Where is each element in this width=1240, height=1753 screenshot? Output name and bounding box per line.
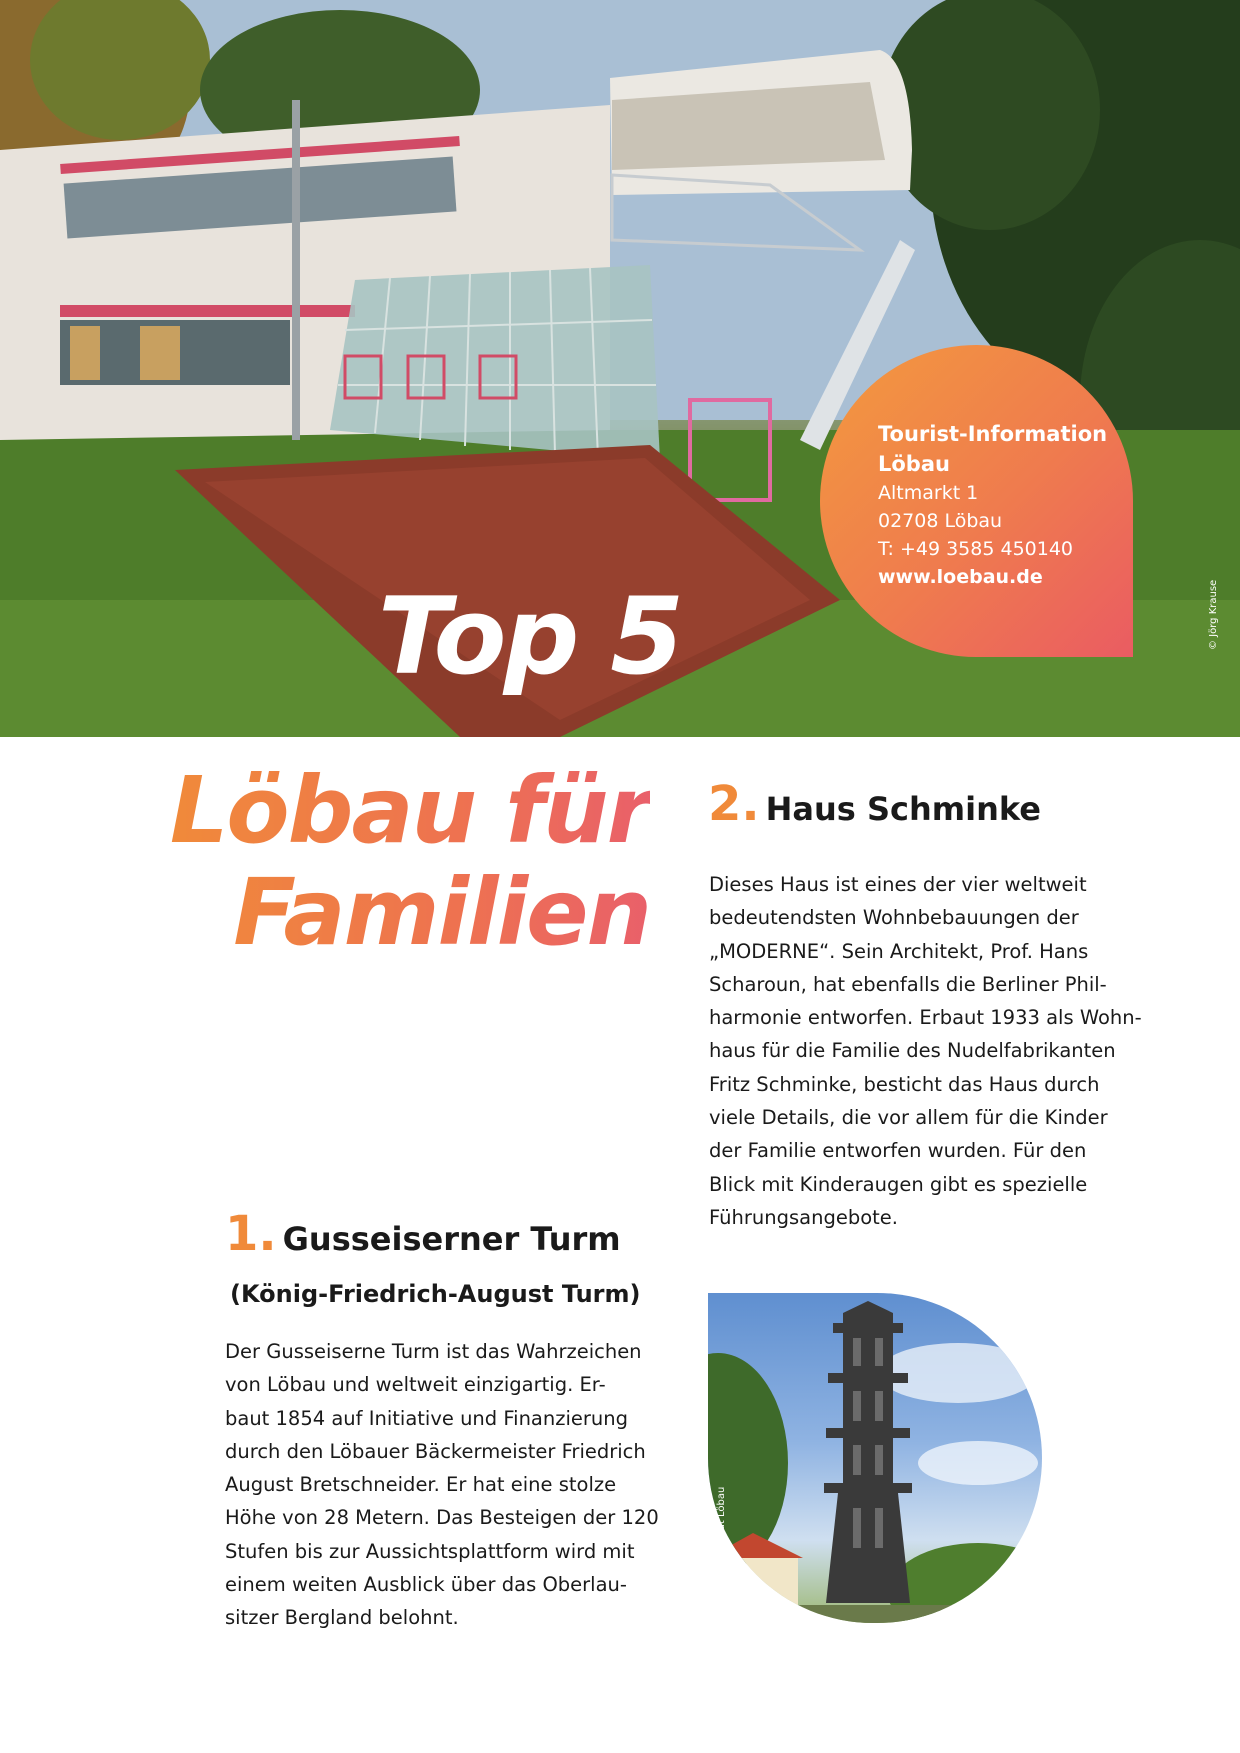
section1-number: 1. <box>225 1206 277 1262</box>
section2-body <box>709 868 1142 1234</box>
section2-number: 2. <box>708 776 760 832</box>
section2-line: bedeutendsten Wohnbebauungen der <box>709 906 1079 930</box>
headline-line1: Löbau für <box>169 757 650 864</box>
section1-line: baut 1854 auf Initiative und Finanzierung <box>225 1406 629 1430</box>
section2-line: Scharoun, hat ebenfalls die Berliner Phil- <box>709 972 1107 996</box>
tourist-info-website-link[interactable]: www.loebau.de <box>878 566 1043 588</box>
tourist-info-title: Tourist-Information <box>878 422 1108 446</box>
section2-line: haus für die Familie des Nudelfabrikanten <box>709 1039 1116 1063</box>
section1-line: Höhe von 28 Metern. Das Besteigen der 120 <box>225 1506 659 1530</box>
section1-line: von Löbau und weltweit einzigartig. Er- <box>225 1373 606 1397</box>
section2-line: Führungsangebote. <box>709 1205 898 1229</box>
section2-title: Haus Schminke <box>765 790 1041 828</box>
tower-photo <box>708 1293 1042 1623</box>
section2-heading <box>708 776 1041 832</box>
section1-line: einem weiten Ausblick über das Oberlau- <box>225 1573 627 1597</box>
tourist-info-town: Löbau <box>878 452 950 476</box>
section1-line: sitzer Bergland belohnt. <box>225 1606 459 1630</box>
section2-line: Fritz Schminke, besticht das Haus durch <box>709 1072 1100 1096</box>
section2-line: harmonie entworfen. Erbaut 1933 als Wohn- <box>709 1006 1142 1030</box>
section1-heading <box>225 1206 621 1262</box>
section2-line: „MODERNE“. Sein Architekt, Prof. Hans <box>709 939 1089 963</box>
cast-iron-tower-illustration <box>708 1293 1042 1623</box>
section1-line: Stufen bis zur Aussichtsplattform wird mit <box>225 1539 635 1563</box>
section1-title: Gusseiserner Turm <box>282 1220 621 1258</box>
section1-line: Der Gusseiserne Turm ist das Wahrzeichen <box>225 1340 642 1363</box>
section2-line: viele Details, die vor allem für die Kinder <box>709 1106 1108 1130</box>
section1-line: August Bretschneider. Er hat eine stolze <box>225 1473 617 1497</box>
section2-line: Dieses Haus ist eines der vier weltweit <box>709 873 1087 896</box>
section1-body <box>225 1335 659 1635</box>
top5-badge: Top 5 <box>378 575 681 698</box>
section1-line: durch den Löbauer Bäckermeister Friedrich <box>225 1439 646 1463</box>
section2-line: Blick mit Kinderaugen gibt es spezielle <box>709 1172 1088 1196</box>
photo-credit-hero: © Jörg Krause <box>1208 579 1219 650</box>
section1-subtitle: (König-Friedrich-August Turm) <box>230 1280 641 1308</box>
tourist-info-city: 02708 Löbau <box>878 510 1003 532</box>
page-headline <box>169 757 650 966</box>
headline-line2: Familien <box>233 859 650 966</box>
tourist-info-street: Altmarkt 1 <box>878 482 979 504</box>
tourist-info-card <box>820 345 1133 657</box>
tourist-info-phone: T: +49 3585 450140 <box>878 538 1074 560</box>
section2-line: der Familie entworfen wurden. Für den <box>709 1139 1087 1163</box>
photo-credit-tower: © Stadt Löbau <box>716 1486 727 1560</box>
